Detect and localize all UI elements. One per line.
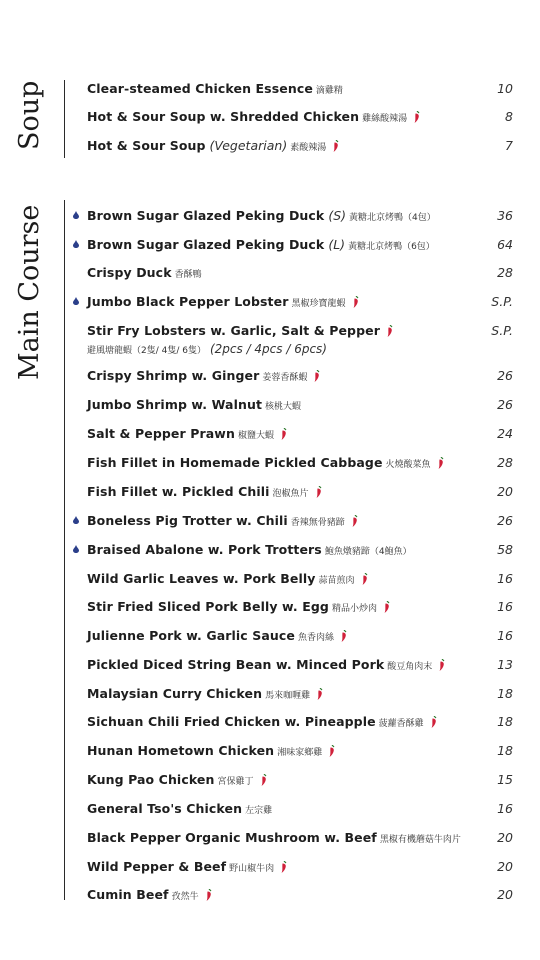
menu-item: [87, 368, 513, 386]
menu-item-name: Salt & Pepper Prawn: [87, 426, 235, 441]
menu-item-price: S.P.: [491, 323, 513, 338]
chili-pepper-icon: [280, 861, 288, 873]
menu-item-chinese-name: 香辣無骨豬蹄: [290, 518, 345, 528]
menu-item-line: [87, 599, 513, 617]
menu-item-price: 16: [497, 628, 513, 643]
menu-item-line: [87, 265, 513, 283]
menu-item-name: Hot & Sour Soup: [87, 138, 206, 153]
menu-item-line: [87, 484, 513, 502]
menu-item-line: [87, 714, 513, 732]
chili-pepper-icon: [352, 296, 360, 308]
menu-item-chinese-name: 避風塘龍蝦（2隻/ 4隻/ 6隻）: [87, 346, 206, 356]
menu-item-chinese-name: 鮑魚燉豬蹄（4鮑魚）: [324, 547, 412, 557]
menu-item-line: [87, 397, 513, 415]
menu-item-variant: (L): [324, 237, 346, 252]
menu-item-chinese-name: 火燒酸菜魚: [385, 460, 431, 470]
menu-item: [87, 484, 513, 502]
menu-item-name: Braised Abalone w. Pork Trotters: [87, 542, 322, 557]
menu-item-price: 18: [497, 743, 513, 758]
menu-item-price: 28: [497, 455, 513, 470]
menu-item-price: 26: [497, 513, 513, 528]
menu-item-chinese-name: 雞絲酸辣湯: [362, 114, 408, 124]
menu-item-price: 7: [505, 138, 513, 153]
menu-item-price: 36: [497, 208, 513, 223]
menu-item: [87, 109, 513, 127]
menu-item-chinese-name: 香酥鴨: [174, 270, 202, 280]
menu-item-line: [87, 772, 513, 790]
menu-item-name: Black Pepper Organic Mushroom w. Beef: [87, 830, 377, 845]
chili-pepper-icon: [361, 573, 369, 585]
menu-item-chinese-name: 黑椒珍寶龍蝦: [291, 299, 346, 309]
menu-item-chinese-name: 野山椒牛肉: [229, 864, 275, 874]
drop-bullet-icon: [73, 211, 79, 219]
section-title-soup: Soup: [14, 80, 45, 150]
menu-item-chinese-name: 椒鹽大蝦: [237, 431, 274, 441]
menu-item-name: Sichuan Chili Fried Chicken w. Pineapple: [87, 714, 376, 729]
menu-item-chinese-name: 黑椒有機蘑菇牛肉片: [379, 835, 461, 845]
menu-item-name: Clear-steamed Chicken Essence: [87, 81, 313, 96]
menu-item-name: Stir Fry Lobsters w. Garlic, Salt & Pepper: [87, 323, 380, 338]
menu-item-name: Malaysian Curry Chicken: [87, 686, 263, 701]
menu-item-name: Jumbo Shrimp w. Walnut: [87, 397, 263, 412]
menu-item-line: [87, 426, 513, 444]
section-title-main-course: Main Course: [14, 204, 45, 380]
menu-item-line: [87, 109, 513, 127]
chili-pepper-icon: [205, 889, 213, 901]
menu-item-price: 64: [497, 237, 513, 252]
menu-item: [87, 294, 513, 312]
menu-item: [87, 323, 513, 359]
menu-item-name: General Tso's Chicken: [87, 801, 243, 816]
menu-item-chinese-name: 湘味家鄉雞: [277, 748, 323, 758]
menu-item-chinese-name: 核桃大蝦: [265, 402, 302, 412]
chili-pepper-icon: [313, 370, 321, 382]
menu-item-line: [87, 455, 513, 473]
menu-item-line: [87, 887, 513, 905]
chili-pepper-icon: [280, 428, 288, 440]
menu-item-line: [87, 368, 513, 386]
menu-item-line: [87, 830, 513, 848]
chili-pepper-icon: [315, 486, 323, 498]
menu-item-chinese-name: 滴雞精: [315, 86, 343, 96]
menu-item-name: Stir Fried Sliced Pork Belly w. Egg: [87, 599, 329, 614]
menu-item: [87, 265, 513, 283]
menu-item-line: [87, 237, 513, 255]
menu-item: [87, 571, 513, 589]
chili-pepper-icon: [386, 325, 394, 337]
menu-item-chinese-name: 左宗雞: [245, 806, 273, 816]
menu-item: [87, 455, 513, 473]
menu-item: [87, 237, 513, 255]
menu-item-price: 20: [497, 887, 513, 902]
menu-item-name: Crispy Shrimp w. Ginger: [87, 368, 260, 383]
menu-item-chinese-name: 孜然牛: [171, 892, 199, 902]
menu-item-line: [87, 801, 513, 819]
chili-pepper-icon: [328, 745, 336, 757]
menu-item-name: Wild Pepper & Beef: [87, 859, 227, 874]
menu-item: [87, 208, 513, 226]
menu-item-price: 26: [497, 368, 513, 383]
menu-item-chinese-name: 黃糖北京烤鴨（6包）: [348, 242, 435, 252]
menu-item: [87, 657, 513, 675]
menu-item-line: [87, 657, 513, 675]
menu-item-line: [87, 513, 513, 531]
chili-pepper-icon: [260, 774, 268, 786]
menu-item: [87, 542, 513, 560]
menu-item-line: [87, 323, 513, 339]
menu-item-name: Fish Fillet in Homemade Pickled Cabbage: [87, 455, 383, 470]
chili-pepper-icon: [340, 630, 348, 642]
menu-item-name: Brown Sugar Glazed Peking Duck: [87, 208, 325, 223]
chili-pepper-icon: [351, 515, 359, 527]
chili-pepper-icon: [413, 111, 421, 123]
menu-item-price: 13: [497, 657, 513, 672]
menu-item-chinese-name: 泡椒魚片: [272, 489, 309, 499]
menu-item: [87, 138, 513, 156]
menu-item-chinese-name: 馬來咖喱雞: [265, 691, 311, 701]
menu-item-subline: [87, 341, 513, 359]
menu-item-chinese-name: 魚香肉絲: [297, 633, 334, 643]
menu-item-chinese-name: 酸豆角肉末: [387, 662, 433, 672]
menu-item-line: [87, 542, 513, 560]
menu-item-line: [87, 138, 513, 156]
menu-item-name: Kung Pao Chicken: [87, 772, 215, 787]
menu-item-line: [87, 686, 513, 704]
menu-item: [87, 801, 513, 819]
menu-item-line: [87, 208, 513, 226]
menu-item-price: S.P.: [491, 294, 513, 309]
menu-item: [87, 743, 513, 761]
chili-pepper-icon: [430, 716, 438, 728]
menu-item-chinese-name: 菠蘿香酥雞: [378, 719, 424, 729]
menu-item-price: 58: [497, 542, 513, 557]
menu-item-line: [87, 81, 513, 99]
drop-bullet-icon: [73, 516, 79, 524]
menu-item-name: Hunan Hometown Chicken: [87, 743, 275, 758]
drop-bullet-icon: [73, 297, 79, 305]
menu-item-chinese-name: 宮保雞丁: [217, 777, 254, 787]
menu-item-chinese-name: 素酸辣湯: [290, 143, 327, 153]
menu-item: [87, 513, 513, 531]
menu-item-chinese-name: 姜蓉香酥蝦: [262, 373, 308, 383]
menu-item-name: Fish Fillet w. Pickled Chili: [87, 484, 270, 499]
menu-item-price: 15: [497, 772, 513, 787]
menu-item-line: [87, 859, 513, 877]
chili-pepper-icon: [316, 688, 324, 700]
menu-item-line: [87, 294, 513, 312]
menu-item-price: 10: [497, 81, 513, 96]
menu-item-price: 16: [497, 801, 513, 816]
menu-item-chinese-name: 黃糖北京烤鴨（4包）: [349, 213, 436, 223]
chili-pepper-icon: [332, 140, 340, 152]
menu-item-name: Pickled Diced String Bean w. Minced Pork: [87, 657, 385, 672]
menu-item-line: [87, 571, 513, 589]
menu-item-name: Brown Sugar Glazed Peking Duck: [87, 237, 325, 252]
menu-item: [87, 686, 513, 704]
menu-item-name: Crispy Duck: [87, 265, 172, 280]
menu-item: [87, 397, 513, 415]
chili-pepper-icon: [438, 659, 446, 671]
menu-item-variant: (S): [324, 208, 347, 223]
menu-item-name: Boneless Pig Trotter w. Chili: [87, 513, 288, 528]
menu-item-line: [87, 743, 513, 761]
menu-item-price: 24: [497, 426, 513, 441]
menu-item: [87, 426, 513, 444]
menu-item-line: [87, 628, 513, 646]
menu-item-price: 16: [497, 599, 513, 614]
menu-item: [87, 81, 513, 99]
menu-item-name: Jumbo Black Pepper Lobster: [87, 294, 289, 309]
menu-item-price: 18: [497, 714, 513, 729]
menu-item: [87, 772, 513, 790]
section-divider-main-course: [64, 200, 65, 900]
drop-bullet-icon: [73, 545, 79, 553]
menu-item-variant: (Vegetarian): [205, 138, 288, 153]
menu-item-price: 18: [497, 686, 513, 701]
menu-item-price: 20: [497, 830, 513, 845]
menu-item-price: 16: [497, 571, 513, 586]
menu-item: [87, 887, 513, 905]
menu-item-price: 26: [497, 397, 513, 412]
menu-item-price: 8: [505, 109, 513, 124]
chili-pepper-icon: [383, 601, 391, 613]
menu-item-quantity-options: (2pcs / 4pcs / 6pcs): [209, 342, 327, 356]
menu-item-chinese-name: 蒜苗煎肉: [318, 576, 355, 586]
menu-item-name: Julienne Pork w. Garlic Sauce: [87, 628, 295, 643]
chili-pepper-icon: [437, 457, 445, 469]
menu-item-name: Wild Garlic Leaves w. Pork Belly: [87, 571, 316, 586]
drop-bullet-icon: [73, 240, 79, 248]
menu-item-name: Cumin Beef: [87, 887, 169, 902]
menu-item: [87, 628, 513, 646]
menu-item-chinese-name: 精品小炒肉: [331, 604, 377, 614]
menu-item-price: 20: [497, 859, 513, 874]
menu-item: [87, 859, 513, 877]
menu-item-name: Hot & Sour Soup w. Shredded Chicken: [87, 109, 360, 124]
section-divider-soup: [64, 80, 65, 158]
menu-item-price: 28: [497, 265, 513, 280]
menu-item: [87, 830, 513, 848]
menu-item: [87, 714, 513, 732]
menu-item: [87, 599, 513, 617]
menu-item-price: 20: [497, 484, 513, 499]
